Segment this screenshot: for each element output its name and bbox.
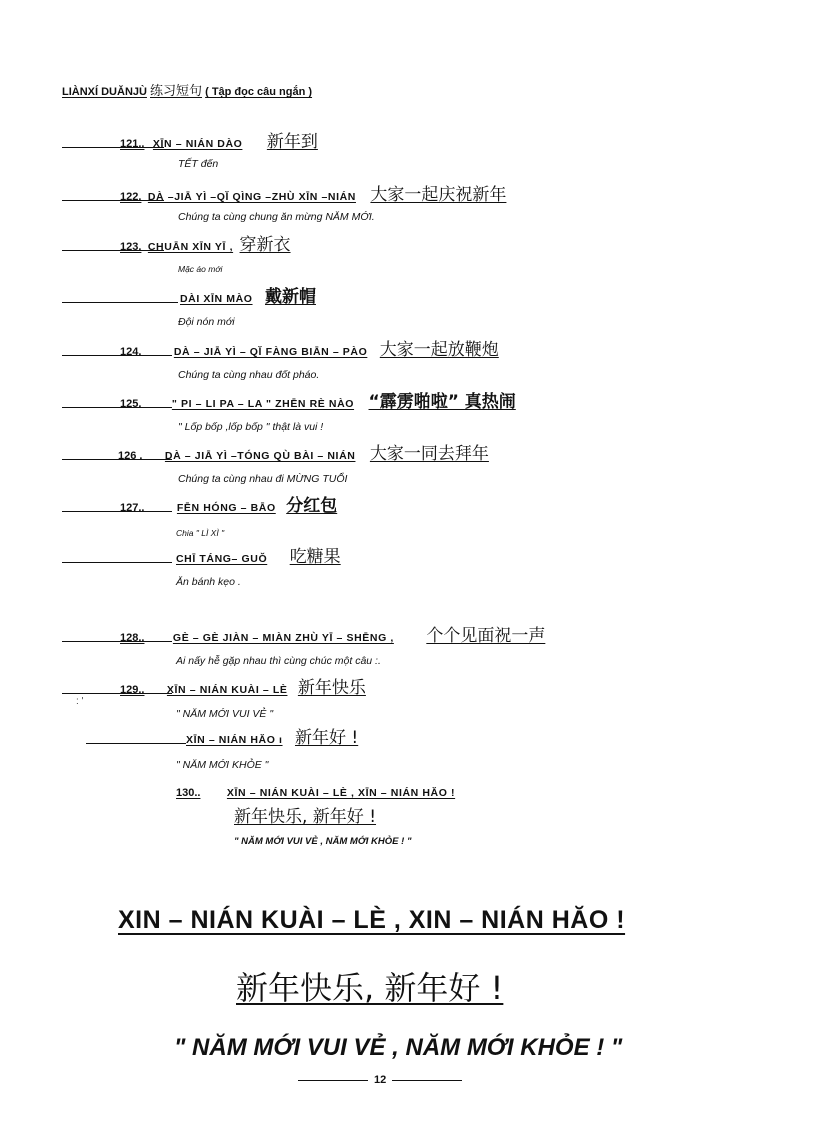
entry-123b bbox=[180, 282, 316, 307]
entry-chinese: 新年快乐 bbox=[297, 678, 366, 698]
entry-chinese: 个个见面祝一声 bbox=[426, 626, 546, 646]
entry-pinyin: XĪN – NIÁN HĂO ı bbox=[186, 734, 283, 746]
entry-chinese: 大家一同去拜年 bbox=[369, 444, 489, 464]
closing-chinese: 新年快乐, 新年好 ! bbox=[236, 969, 504, 1007]
entry-number: 123. bbox=[120, 241, 142, 253]
entry-128 bbox=[120, 621, 545, 646]
entry-130-chinese: 新年快乐, 新年好 ! bbox=[234, 807, 377, 827]
entry-number: 124. bbox=[120, 346, 142, 358]
entry-121 bbox=[120, 127, 318, 152]
entry-translation: Chúng ta cùng chung ăn mừng NĂM MỚI. bbox=[178, 211, 375, 223]
entry-chinese: 戴新帽 bbox=[264, 287, 316, 307]
entry-number: 122. bbox=[120, 191, 142, 203]
entry-pinyin: GÈ – GÈ JIÀN – MIÀN ZHÙ YĪ – SHĒNG , bbox=[172, 632, 394, 644]
entry-number: 130.. bbox=[176, 787, 201, 799]
entry-translation: Ai nấy hễ gặp nhau thì cùng chúc một câu :. bbox=[176, 655, 381, 667]
entry-pinyin: FĒN HÓNG – BĀO bbox=[176, 502, 276, 514]
entry-number: 127.. bbox=[120, 502, 145, 514]
page-footer bbox=[292, 1074, 468, 1086]
entry-chinese: 大家一起庆祝新年 bbox=[370, 185, 507, 205]
entry-pinyin: DÀ – JIĀ YÌ – QĬ FÀNG BIĀN – PÀO bbox=[173, 346, 368, 358]
entry-pinyin: DÀI XĪN MÀO bbox=[180, 293, 253, 305]
entry-translation: Đội nón mới bbox=[178, 316, 235, 328]
footer-dash-right bbox=[392, 1080, 462, 1081]
entry-translation: Chúng ta cùng nhau đi MỪNG TUỔI bbox=[178, 473, 348, 485]
entry-123 bbox=[120, 230, 291, 255]
entry-chinese: 新年好 ! bbox=[294, 728, 359, 748]
entry-pinyin: XĪN – NIÁN DÀO bbox=[152, 138, 243, 150]
entry-130 bbox=[176, 783, 455, 801]
entry-rule bbox=[86, 743, 186, 744]
entry-127 bbox=[120, 491, 337, 516]
footer-dash-left bbox=[298, 1080, 368, 1081]
entry-number: 129.. bbox=[120, 684, 145, 696]
page-number: 12 bbox=[374, 1074, 387, 1086]
stray-mark: : ' bbox=[76, 696, 84, 707]
closing-vietnamese: " NĂM MỚI VUI VẺ , NĂM MỚI KHỎE ! " bbox=[174, 1034, 623, 1061]
entry-chinese: 吃糖果 bbox=[289, 547, 341, 567]
entry-pinyin: XĪN – NIÁN KUÀI – LÈ , XĪN – NIÁN HĂO ! bbox=[226, 787, 456, 799]
entry-translation: Chia " LÌ XÌ " bbox=[176, 528, 225, 538]
entry-chinese: 新年到 bbox=[266, 132, 318, 152]
heading-chinese: 练习短句 bbox=[150, 84, 203, 99]
heading-pinyin: LIÀNXÍ DUĂNJÙ bbox=[62, 86, 147, 98]
entry-number: 128.. bbox=[120, 632, 145, 644]
entry-130-translation: " NĂM MỚI VUI VẺ , NĂM MỚI KHỎE ! " bbox=[234, 836, 412, 847]
entry-pinyin: DÀ – JIĀ YÌ –TÓNG QÙ BÀI – NIÁN bbox=[164, 450, 356, 462]
entry-pinyin: DÀ –JIĀ YÌ –QĬ QÌNG –ZHÙ XĪN –NIÁN bbox=[147, 191, 356, 203]
entry-127b bbox=[176, 542, 341, 567]
entry-126 bbox=[118, 439, 489, 464]
entry-translation: " NĂM MỚI VUI VẺ " bbox=[176, 708, 274, 720]
entry-129 bbox=[120, 673, 366, 698]
entry-number: 126 . bbox=[118, 450, 143, 462]
entry-translation: Mặc áo mới bbox=[178, 264, 223, 274]
entry-rule bbox=[62, 302, 178, 303]
entry-translation: " NĂM MỚI KHỎE " bbox=[176, 759, 269, 771]
closing-pinyin: XIN – NIÁN KUÀI – LÈ , XIN – NIÁN HĂO ! bbox=[118, 906, 626, 934]
entry-pinyin: " PI – LI PA – LA " ZHĒN RÈ NÀO bbox=[171, 398, 355, 410]
page-heading bbox=[62, 80, 312, 99]
entry-chinese: 分红包 bbox=[286, 496, 338, 516]
heading-vietnamese: ( Tập đọc câu ngắn ) bbox=[205, 86, 313, 98]
entry-number: 125. bbox=[120, 398, 142, 410]
entry-translation: Ăn bánh kẹo . bbox=[176, 576, 241, 588]
entry-rule bbox=[62, 562, 172, 563]
entry-chinese: “霹雳啪啦” 真热闹 bbox=[368, 392, 516, 412]
entry-translation: TẾT đến bbox=[178, 158, 219, 170]
entry-124 bbox=[120, 335, 499, 360]
entry-translation: Chúng ta cùng nhau đốt pháo. bbox=[178, 369, 320, 381]
entry-translation: " Lốp bốp ,lốp bốp " thật là vui ! bbox=[178, 421, 324, 433]
entry-number: 121.. bbox=[120, 138, 145, 150]
entry-pinyin: XĪN – NIÁN KUÀI – LÈ bbox=[166, 684, 288, 696]
entry-pinyin: CHUĀN XĪN YĪ , bbox=[147, 241, 234, 253]
entry-122 bbox=[120, 180, 506, 205]
entry-chinese: 穿新衣 bbox=[239, 235, 291, 255]
entry-pinyin: CHĪ TÁNG– GUŎ bbox=[176, 553, 268, 565]
entry-129b bbox=[186, 723, 358, 748]
entry-chinese: 大家一起放鞭炮 bbox=[379, 340, 499, 360]
entry-125 bbox=[120, 387, 516, 412]
